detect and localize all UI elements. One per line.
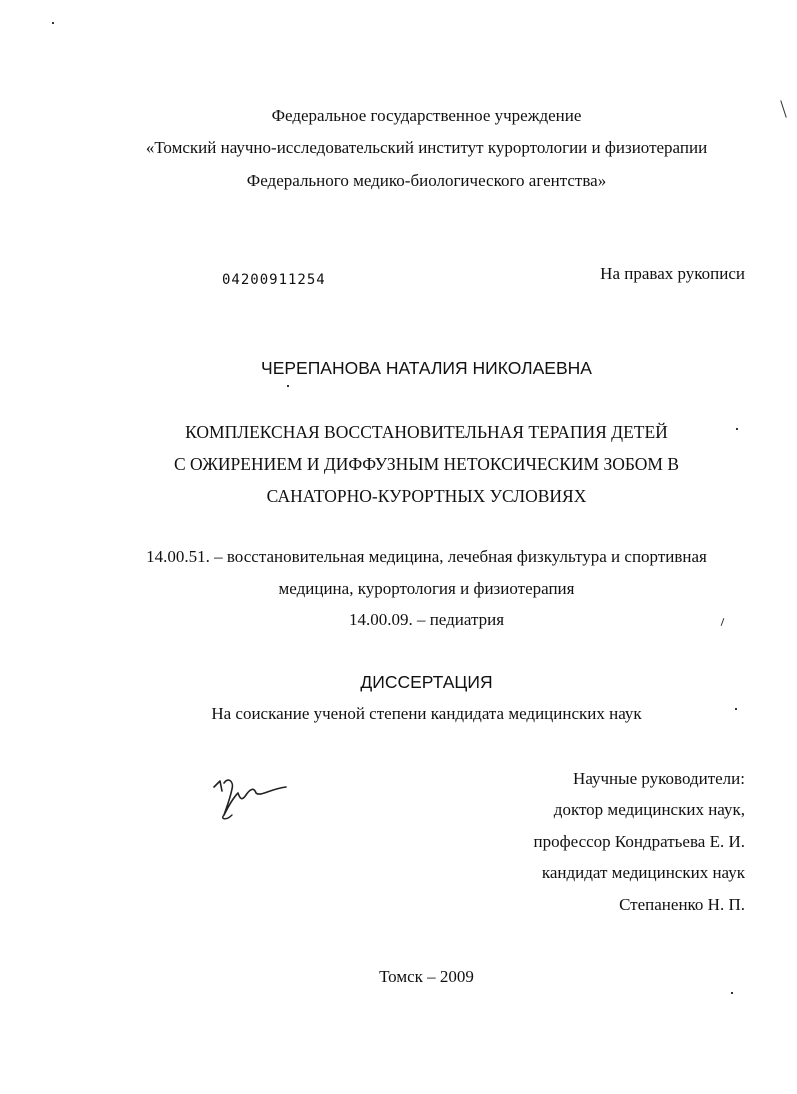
title-line-3: САНАТОРНО-КУРОРТНЫХ УСЛОВИЯХ — [266, 486, 587, 506]
supervisor-line-2: профессор Кондратьева Е. И. — [533, 832, 745, 851]
supervisor-line-3: кандидат медицинских наук — [541, 863, 745, 882]
institution-line-2: «Томский научно-исследовательский институт курортологии и физиотерапии — [145, 138, 708, 157]
title-line-1: КОМПЛЕКСНАЯ ВОССТАНОВИТЕЛЬНАЯ ТЕРАПИЯ ДЕТЕЙ — [185, 422, 668, 442]
scan-speck — [736, 428, 738, 430]
specialty-line-2: медицина, курортология и физиотерапия — [278, 579, 575, 598]
scan-speck — [731, 992, 733, 994]
registry-number: 04200911254 — [222, 272, 326, 288]
degree-line: На соискание ученой степени кандидата медицинских наук — [211, 704, 642, 723]
supervisor-line-4: Степаненко Н. П. — [619, 895, 745, 914]
rights-note: На правах рукописи — [600, 264, 745, 283]
title-line-2: С ОЖИРЕНИЕМ И ДИФФУЗНЫМ НЕТОКСИЧЕСКИМ ЗОБОМ В — [173, 454, 680, 474]
supervisors-heading: Научные руководители: — [573, 769, 745, 788]
specialty-line-3: 14.00.09. – педиатрия — [348, 610, 505, 629]
scan-speck — [287, 385, 289, 387]
scan-speck — [735, 708, 737, 710]
document-type: ДИССЕРТАЦИЯ — [360, 672, 493, 692]
institution-line-1: Федеральное государственное учреждение — [271, 106, 582, 125]
signature-image — [210, 775, 300, 825]
institution-line-3: Федерального медико-биологического агентства» — [246, 171, 607, 190]
scan-speck — [52, 22, 54, 24]
specialty-line-1: 14.00.51. – восстановительная медицина, лечебная физкультура и спортивная — [146, 547, 707, 566]
supervisor-line-1: доктор медицинских наук, — [553, 800, 745, 819]
author-name: ЧЕРЕПАНОВА НАТАЛИЯ НИКОЛАЕВНА — [261, 358, 592, 378]
city-year: Томск – 2009 — [379, 967, 474, 986]
